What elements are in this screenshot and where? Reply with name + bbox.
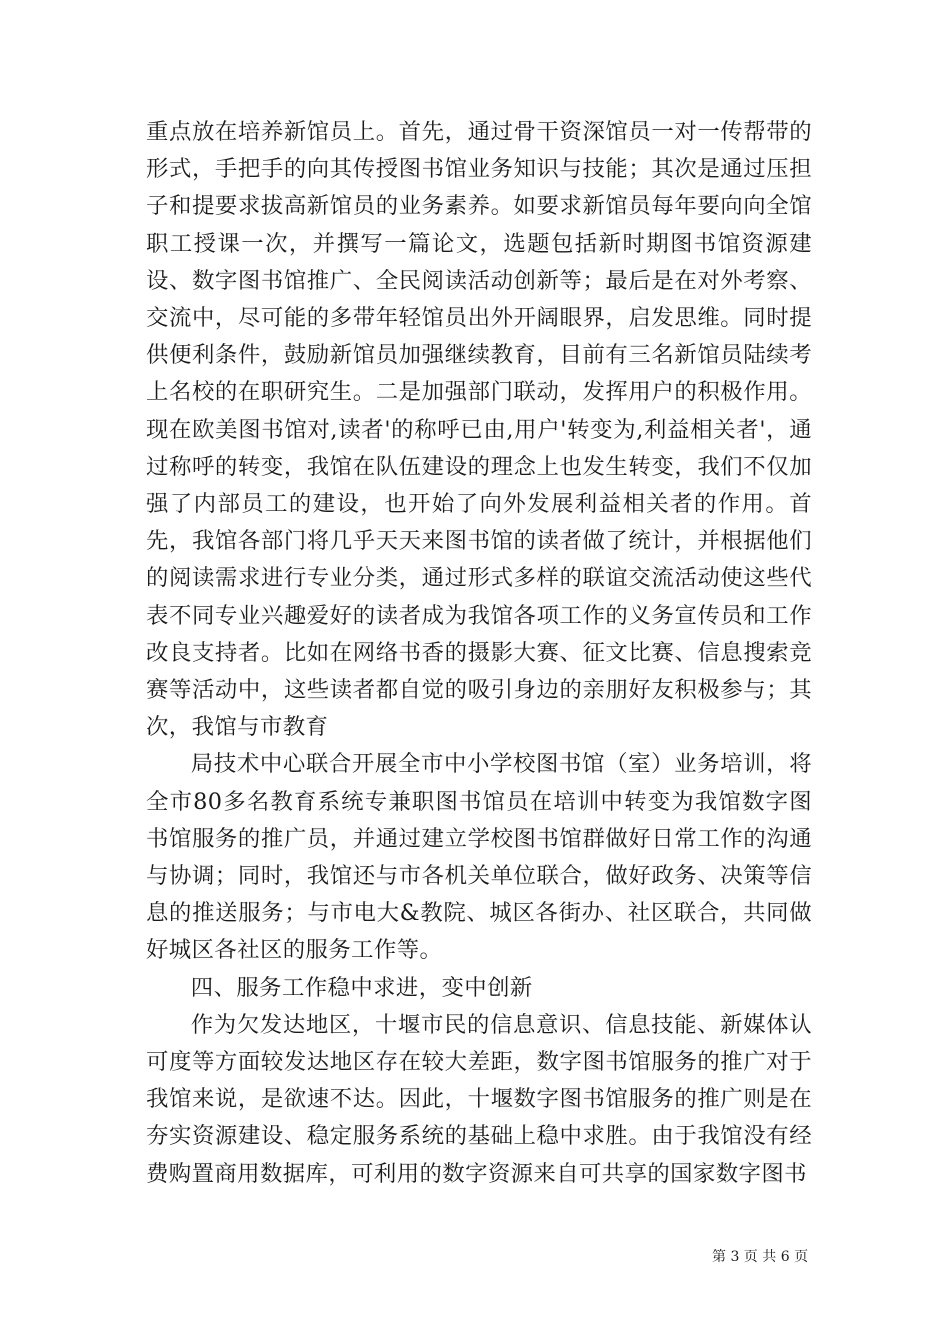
paragraph-education-bureau: 局技术中心联合开展全市中小学校图书馆（室）业务培训，将全市80多名教育系统专兼职图书馆员在培训中转变为我馆数字图书馆服务的推广员，并通过建立学校图书馆群做好日常工作的沟通与协调；同时，我馆还与市各机关单位联合，做好政务、决策等信息的推送服务；与市电大&教院、城区各街办、社区联合，共同做好城区各社区的服务工作等。 (146, 751, 812, 964)
document-body (146, 114, 812, 1193)
paragraph-underdeveloped-region: 作为欠发达地区，十堰市民的信息意识、信息技能、新媒体认可度等方面较发达地区存在较大差距，数字图书馆服务的推广对于我馆来说，是欲速不达。因此，十堰数字图书馆服务的推广则是在夯实资源建设、稳定服务系统的基础上稳中求胜。由于我馆没有经费购置商用数据库，可利用的数字资源来自可共享的国家数字图书 (146, 1011, 812, 1187)
paragraph-staff-training: 重点放在培养新馆员上。首先，通过骨干资深馆员一对一传帮带的形式，手把手的向其传授图书馆业务知识与技能；其次是通过压担子和提要求拔高新馆员的业务素养。如要求新馆员每年要向向全馆职工授课一次，并撰写一篇论文，选题包括新时期图书馆资源建设、数字图书馆推广、全民阅读活动创新等；最后是在对外考察、交流中，尽可能的多带年轻馆员出外开阔眼界，启发思维。同时提供便利条件，鼓励新馆员加强继续教育，目前有三名新馆员陆续考上名校的在职研究生。二是加强部门联动，发挥用户的积极作用。现在欧美图书馆对,读者'的称呼已由,用户'转变为,利益相关者'，通过称呼的转变，我馆在队伍建设的理念上也发生转变，我们不仅加强了内部员工的建设，也开始了向外发展利益相关者的作用。首先，我馆各部门将几乎天天来图书馆的读者做了统计，并根据他们的阅读需求进行专业分类，通过形式多样的联谊交流活动使这些代表不同专业兴趣爱好的读者成为我馆各项工作的义务宣传员和工作改良支持者。比如在网络书香的摄影大赛、征文比赛、信息搜索竞赛等活动中，这些读者都自觉的吸引身边的亲朋好友积极参与；其次，我馆与市教育 (146, 119, 812, 741)
section-heading-service: 四、服务工作稳中求进，变中创新 (190, 974, 533, 1001)
page-number-footer: 第 3 页 共 6 页 (712, 1249, 809, 1265)
